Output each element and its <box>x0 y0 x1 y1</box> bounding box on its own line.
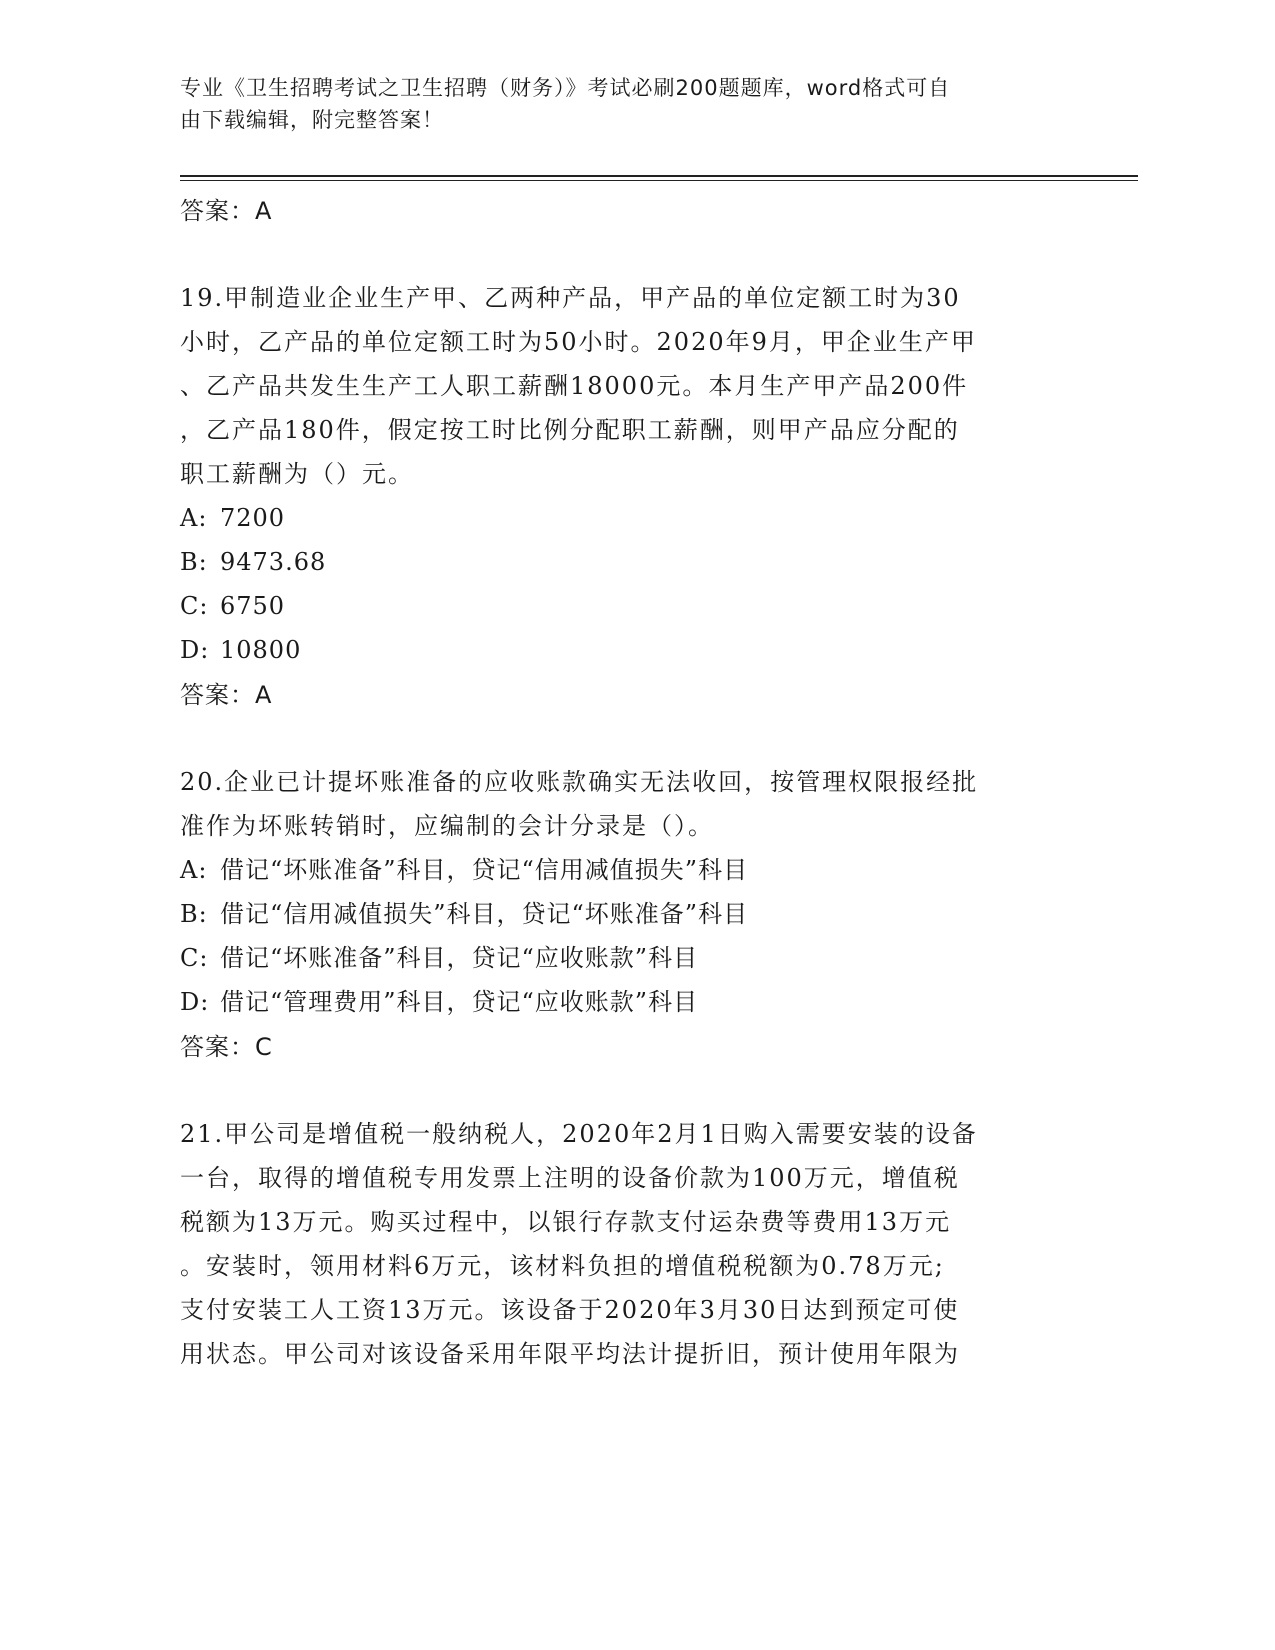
document-body <box>180 188 1050 1376</box>
question-text-line: 、乙产品共发生生产工人职工薪酬18000元。本月生产甲产品200件 <box>180 372 969 400</box>
question-text-line: 21.甲公司是增值税一般纳税人，2020年2月1日购入需要安装的设备 <box>180 1120 978 1148</box>
question-text-line: 税额为13万元。购买过程中，以银行存款支付运杂费等费用13万元 <box>180 1208 952 1236</box>
option-label: A: <box>180 856 208 884</box>
question-20 <box>180 760 1050 1070</box>
question-text <box>180 276 1050 496</box>
header-divider <box>180 175 1138 177</box>
question-text-line: 小时，乙产品的单位定额工时为50小时。2020年9月，甲企业生产甲 <box>180 328 977 356</box>
question-text-line: 。安装时，领用材料6万元，该材料负担的增值税税额为0.78万元; <box>180 1252 945 1280</box>
option-label: C: <box>180 592 209 620</box>
option-label: B: <box>180 548 208 576</box>
question-text-line: 19.甲制造业企业生产甲、乙两种产品，甲产品的单位定额工时为30 <box>180 284 961 312</box>
question-text <box>180 760 1050 848</box>
question-text-line: 准作为坏账转销时，应编制的会计分录是（）。 <box>180 812 714 840</box>
header-divider-thin <box>180 180 1138 181</box>
option-text: 6750 <box>220 592 286 620</box>
header-line-1: 专业《卫生招聘考试之卫生招聘（财务）》考试必刷200题题库，word格式可自 <box>180 76 951 100</box>
question-text-line: 一台，取得的增值税专用发票上注明的设备价款为100万元，增值税 <box>180 1164 960 1192</box>
option-c <box>180 584 1050 628</box>
question-21 <box>180 1112 1050 1376</box>
option-text: 10800 <box>220 636 302 664</box>
option-a <box>180 496 1050 540</box>
option-b <box>180 540 1050 584</box>
option-d <box>180 980 1050 1024</box>
option-text: 借记“信用减值损失”科目，贷记“坏账准备”科目 <box>220 900 749 928</box>
option-text: 借记“坏账准备”科目，贷记“应收账款”科目 <box>220 944 699 972</box>
option-label: B: <box>180 900 208 928</box>
answer-line: 答案：A <box>180 197 273 225</box>
question-text-line: 支付安装工人工资13万元。该设备于2020年3月30日达到预定可使 <box>180 1296 960 1324</box>
answer-line: 答案：A <box>180 681 273 709</box>
answer-line: 答案：C <box>180 1033 273 1061</box>
option-text: 7200 <box>220 504 286 532</box>
document-header <box>180 72 1040 136</box>
option-label: D: <box>180 988 210 1016</box>
option-label: D: <box>180 636 210 664</box>
option-c <box>180 936 1050 980</box>
option-label: A: <box>180 504 208 532</box>
option-b <box>180 892 1050 936</box>
question-text-line: 20.企业已计提坏账准备的应收账款确实无法收回，按管理权限报经批 <box>180 768 979 796</box>
option-d <box>180 628 1050 672</box>
question-text-line: 职工薪酬为（）元。 <box>180 460 414 488</box>
option-text: 9473.68 <box>220 548 327 576</box>
option-text: 借记“管理费用”科目，贷记“应收账款”科目 <box>220 988 699 1016</box>
question-text <box>180 1112 1050 1376</box>
question-text-line: ，乙产品180件，假定按工时比例分配职工薪酬，则甲产品应分配的 <box>180 416 960 444</box>
question-19 <box>180 276 1050 718</box>
question-text-line: 用状态。甲公司对该设备采用年限平均法计提折旧，预计使用年限为 <box>180 1340 960 1368</box>
option-a <box>180 848 1050 892</box>
option-text: 借记“坏账准备”科目，贷记“信用减值损失”科目 <box>220 856 749 884</box>
option-label: C: <box>180 944 209 972</box>
header-line-2: 由下载编辑，附完整答案！ <box>180 108 444 132</box>
